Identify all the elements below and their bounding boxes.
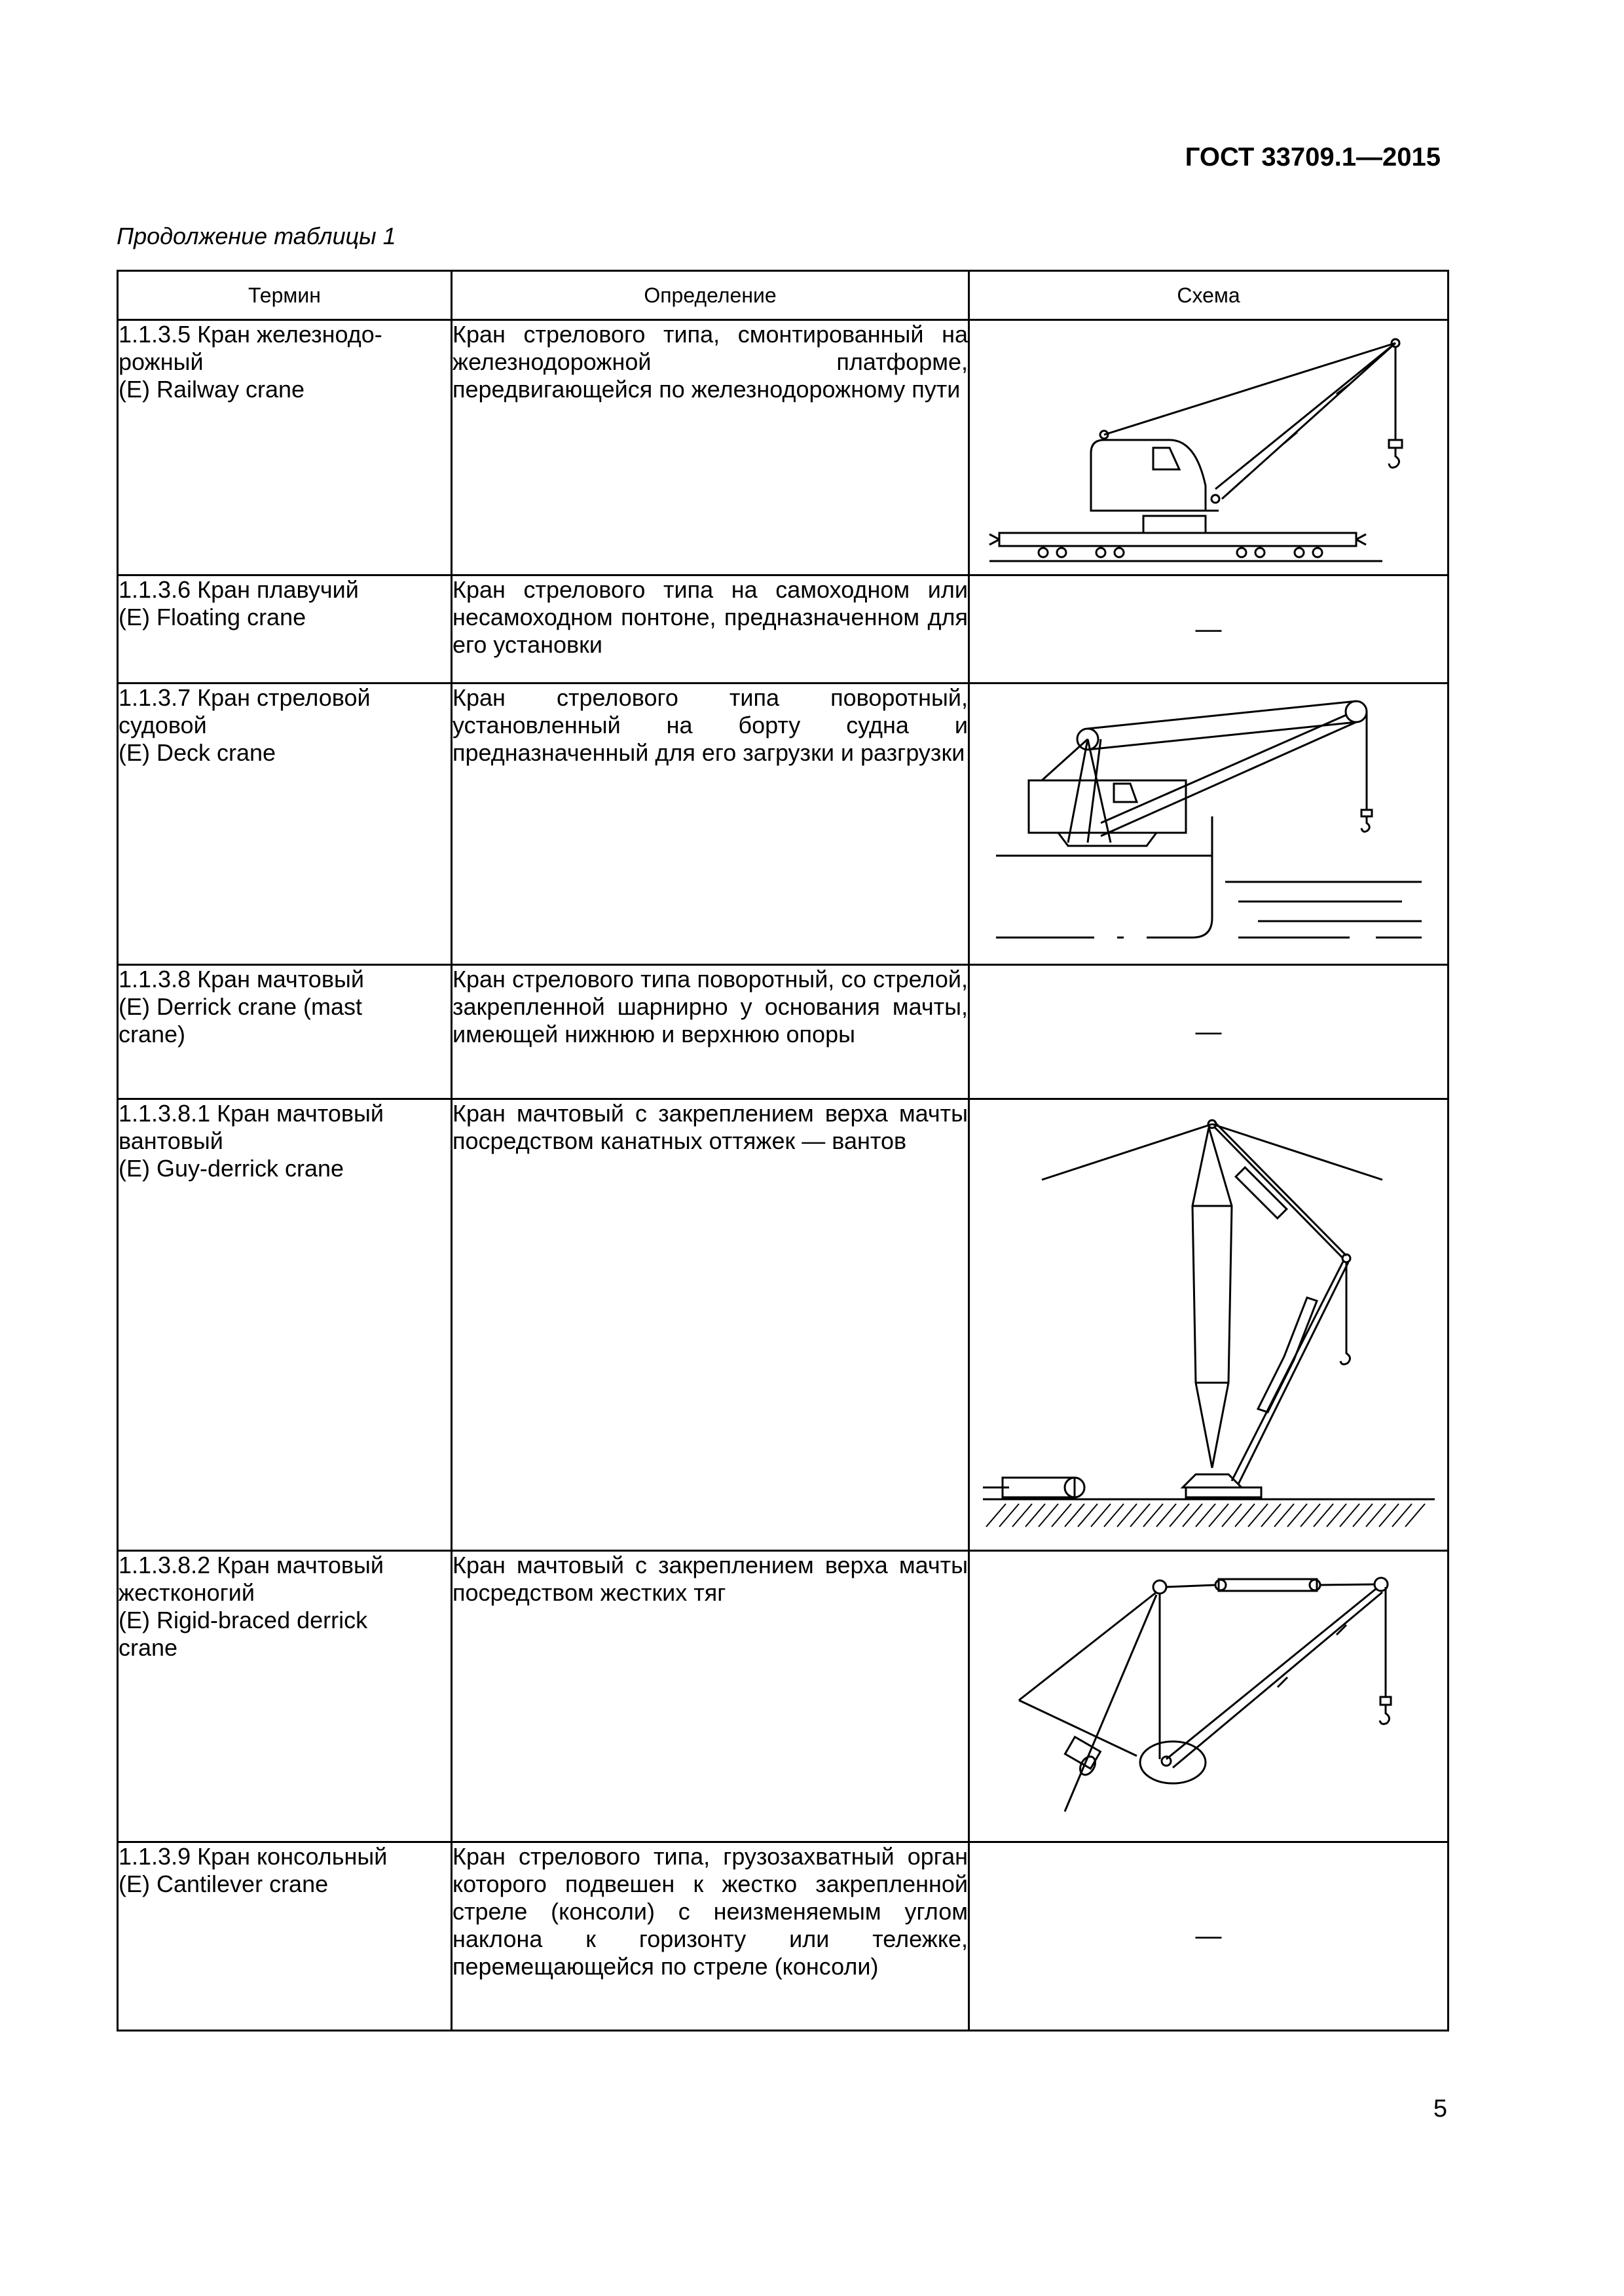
- table-row: [118, 320, 1449, 575]
- schema-cell: [969, 1099, 1449, 1551]
- table-row: [118, 683, 1449, 965]
- term-cell: [118, 965, 452, 1099]
- schema-cell: —: [969, 1842, 1449, 2031]
- schema-cell: [969, 1551, 1449, 1842]
- term-line: 1.1.3.5 Кран железнодо-: [119, 321, 382, 348]
- definition-cell: Кран стрелового типа, грузозахватный орган которого подвешен к жестко закрепленной стреле (консоли) с неизменяемым углом наклона к горизонту или тележке, перемещающейся по стреле (консоли): [452, 1842, 969, 2031]
- term-line: рожный: [119, 348, 204, 375]
- term-line: (E) Deck crane: [119, 739, 276, 766]
- column-header-definition: Определение: [452, 271, 969, 320]
- term-line: 1.1.3.7 Кран стреловой: [119, 684, 371, 711]
- table-row: [118, 1099, 1449, 1551]
- column-header-term: Термин: [118, 271, 452, 320]
- term-line: 1.1.3.8 Кран мачтовый: [119, 966, 364, 993]
- page-number: 5: [1433, 2095, 1447, 2123]
- term-line: crane: [119, 1634, 178, 1661]
- terms-table: [117, 270, 1449, 2032]
- term-cell: [118, 1842, 452, 2031]
- definition-cell: Кран стрелового типа, смонтированный на железнодорожной платформе, передвигающейся по железнодорожному пути: [452, 320, 969, 575]
- schema-cell: —: [969, 575, 1449, 683]
- term-line: (E) Railway crane: [119, 376, 305, 403]
- term-cell: [118, 575, 452, 683]
- column-header-schema: Схема: [969, 271, 1449, 320]
- deck-crane-diagram: [970, 685, 1445, 963]
- term-line: судовой: [119, 712, 207, 738]
- table-row: [118, 965, 1449, 1099]
- definition-cell: Кран мачтовый с закреплением верха мачты посредством жестких тяг: [452, 1551, 969, 1842]
- term-line: (E) Floating crane: [119, 604, 306, 630]
- term-line: 1.1.3.9 Кран консольный: [119, 1843, 388, 1870]
- table-row: [118, 1551, 1449, 1842]
- term-cell: [118, 320, 452, 575]
- schema-cell: —: [969, 965, 1449, 1099]
- definition-cell: Кран стрелового типа поворотный, со стрелой, закрепленной шарнирно у основания мачты, имеющей нижнюю и верхнюю опоры: [452, 965, 969, 1099]
- table-row: [118, 1842, 1449, 2031]
- term-line: 1.1.3.8.1 Кран мачтовый: [119, 1100, 384, 1127]
- schema-cell: [969, 683, 1449, 965]
- guy-derrick-diagram: [970, 1101, 1445, 1549]
- term-line: (E) Rigid-braced derrick: [119, 1607, 368, 1633]
- term-line: (E) Derrick crane (mast: [119, 993, 363, 1020]
- definition-cell: Кран стрелового типа на самоходном или несамоходном понтоне, предназначенном для его установки: [452, 575, 969, 683]
- term-cell: [118, 1551, 452, 1842]
- table-caption: Продолжение таблицы 1: [117, 223, 396, 249]
- term-cell: [118, 683, 452, 965]
- schema-cell: [969, 320, 1449, 575]
- term-cell: [118, 1099, 452, 1551]
- railway-crane-diagram: [970, 322, 1445, 574]
- rigid-braced-derrick-diagram: [970, 1553, 1445, 1840]
- definition-cell: Кран мачтовый с закреплением верха мачты посредством канатных оттяжек — вантов: [452, 1099, 969, 1551]
- standard-id: ГОСТ 33709.1—2015: [1185, 143, 1441, 172]
- term-line: жестконогий: [119, 1579, 255, 1606]
- term-line: 1.1.3.6 Кран плавучий: [119, 576, 359, 603]
- table-header-row: [118, 271, 1449, 320]
- term-line: crane): [119, 1021, 186, 1048]
- term-line: 1.1.3.8.2 Кран мачтовый: [119, 1552, 384, 1578]
- term-line: (E) Cantilever crane: [119, 1870, 329, 1897]
- definition-cell: Кран стрелового типа поворотный, установленный на борту судна и предназначенный для его загрузки и разгрузки: [452, 683, 969, 965]
- table-row: [118, 575, 1449, 683]
- term-line: вантовый: [119, 1127, 223, 1154]
- term-line: (E) Guy-derrick crane: [119, 1155, 344, 1182]
